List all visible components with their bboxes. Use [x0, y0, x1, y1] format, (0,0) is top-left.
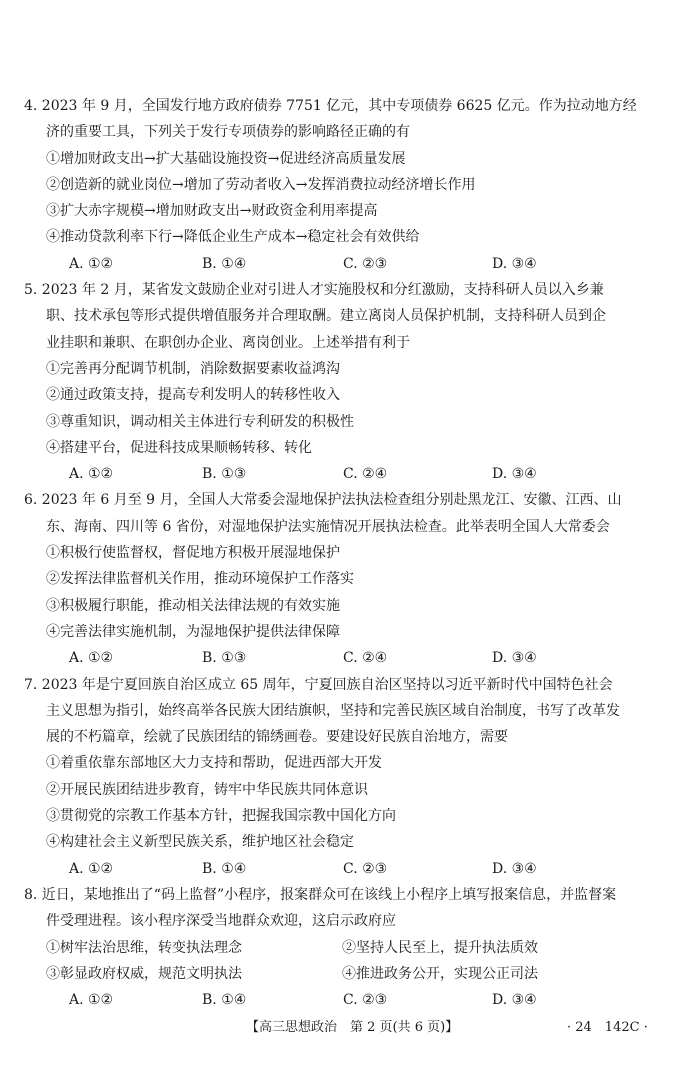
statement-option: ④推动贷款利率下行→降低企业生产成本→稳定社会有效供给	[46, 229, 420, 246]
choice-a: A. ①②	[69, 466, 114, 483]
statement-option: ②坚持人民至上，提升执法质效	[342, 939, 538, 956]
question-stem-line: 济的重要工具，下列关于发行专项债券的影响路径正确的有	[46, 124, 410, 141]
choice-d: D. ③④	[492, 992, 537, 1009]
page-footer	[0, 1016, 684, 1040]
answer-choices	[24, 645, 664, 671]
question-stem-line: 业挂职和兼职、在职创办企业、离岗创业。上述举措有利于	[46, 334, 410, 351]
choice-d: D. ③④	[492, 650, 537, 667]
choice-a: A. ①②	[69, 992, 114, 1009]
statement-option: ②通过政策支持，提高专利发明人的转移性收入	[46, 387, 340, 404]
question-list	[24, 93, 664, 1013]
question-stem-line: 8. 近日，某地推出了“码上监督”小程序，报案群众可在该线上小程序上填写报案信息，并监督案	[24, 886, 617, 903]
choice-d: D. ③④	[492, 466, 537, 483]
statement-option: ③扩大赤字规模→增加财政支出→财政资金利用率提高	[46, 203, 378, 220]
statement-option: ③彰显政府权威，规范文明执法	[46, 965, 242, 982]
statement-option: ③积极履行职能，推动相关法律法规的有效实施	[46, 597, 340, 614]
choice-a: A. ①②	[69, 860, 114, 877]
question-4	[24, 93, 664, 277]
choice-d: D. ③④	[492, 860, 537, 877]
answer-choices	[24, 856, 664, 882]
question-7	[24, 672, 664, 882]
question-8	[24, 882, 664, 1013]
choice-b: B. ①④	[202, 992, 247, 1009]
statement-option: ④推进政务公开，实现公正司法	[342, 965, 538, 982]
choice-d: D. ③④	[492, 255, 537, 272]
question-stem-line: 主义思想为指引，始终高举各民族大团结旗帜，坚持和完善民族区域自治制度，书写了改革发	[46, 702, 620, 719]
statement-option: ①积极行使监督权，督促地方积极开展湿地保护	[46, 545, 340, 562]
choice-a: A. ①②	[69, 255, 114, 272]
footer-page-label: 【高三思想政治 第 2 页(共 6 页)】	[246, 1020, 459, 1035]
choice-b: B. ①③	[202, 466, 247, 483]
question-stem-line: 件受理进程。该小程序深受当地群众欢迎，这启示政府应	[46, 913, 396, 930]
question-stem-line: 6. 2023 年 6 月至 9 月，全国人大常委会湿地保护法执法检查组分别赴黑龙江、安徽、江西、山	[24, 492, 622, 509]
question-stem-line: 职、技术承包等形式提供增值服务并合理取酬。建立离岗人员保护机制，支持科研人员到企	[46, 308, 606, 325]
statement-option: ①着重依靠东部地区大力支持和帮助，促进西部大开发	[46, 755, 382, 772]
statement-option: ①树牢法治思维，转变执法理念	[46, 939, 242, 956]
statement-option-row	[24, 935, 664, 961]
choice-a: A. ①②	[69, 650, 114, 667]
statement-option: ④搭建平台，促进科技成果顺畅转移、转化	[46, 439, 312, 456]
question-stem-line: 5. 2023 年 2 月，某省发文鼓励企业对引进人才实施股权和分红激励，支持科研人员以入乡兼	[24, 282, 604, 299]
statement-option: ②创造新的就业岗位→增加了劳动者收入→发挥消费拉动经济增长作用	[46, 176, 476, 193]
choice-b: B. ①④	[202, 255, 247, 272]
answer-choices	[24, 461, 664, 487]
answer-choices	[24, 987, 664, 1013]
statement-option: ④完善法律实施机制，为湿地保护提供法律保障	[46, 623, 340, 640]
choice-c: C. ②③	[343, 992, 388, 1009]
statement-option: ④构建社会主义新型民族关系，维护地区社会稳定	[46, 834, 354, 851]
question-stem-line: 4. 2023 年 9 月，全国发行地方政府债券 7751 亿元，其中专项债券 6625 亿元。作为拉动地方经	[24, 98, 637, 114]
statement-option: ①增加财政支出→扩大基础设施投资→促进经济高质量发展	[46, 150, 406, 167]
statement-option: ②发挥法律监督机关作用，推动环境保护工作落实	[46, 571, 354, 588]
question-stem-line: 东、海南、四川等 6 省份，对湿地保护法实施情况开展执法检查。此举表明全国人大常委会	[46, 518, 610, 535]
question-stem-line: 展的不朽篇章，绘就了民族团结的锦绣画卷。要建设好民族自治地方，需要	[46, 729, 508, 746]
choice-c: C. ②③	[343, 860, 388, 877]
answer-choices	[24, 251, 664, 277]
statement-option: ③贯彻党的宗教工作基本方针，把握我国宗教中国化方向	[46, 808, 396, 825]
choice-c: C. ②③	[343, 255, 388, 272]
choice-c: C. ②④	[343, 650, 388, 667]
choice-c: C. ②④	[343, 466, 388, 483]
statement-option: ③尊重知识，调动相关主体进行专利研发的积极性	[46, 413, 354, 430]
choice-b: B. ①④	[202, 860, 247, 877]
question-stem-line: 7. 2023 年是宁夏回族自治区成立 65 周年，宁夏回族自治区坚持以习近平新时代中国特色社会	[24, 676, 613, 693]
statement-option: ①完善再分配调节机制，消除数据要素收益鸿沟	[46, 360, 340, 377]
choice-b: B. ①③	[202, 650, 247, 667]
statement-option: ②开展民族团结进步教育，铸牢中华民族共同体意识	[46, 781, 368, 798]
question-6	[24, 487, 664, 671]
question-5	[24, 277, 664, 487]
statement-option-row	[24, 961, 664, 987]
footer-code: · 24 142C ·	[567, 1020, 648, 1035]
